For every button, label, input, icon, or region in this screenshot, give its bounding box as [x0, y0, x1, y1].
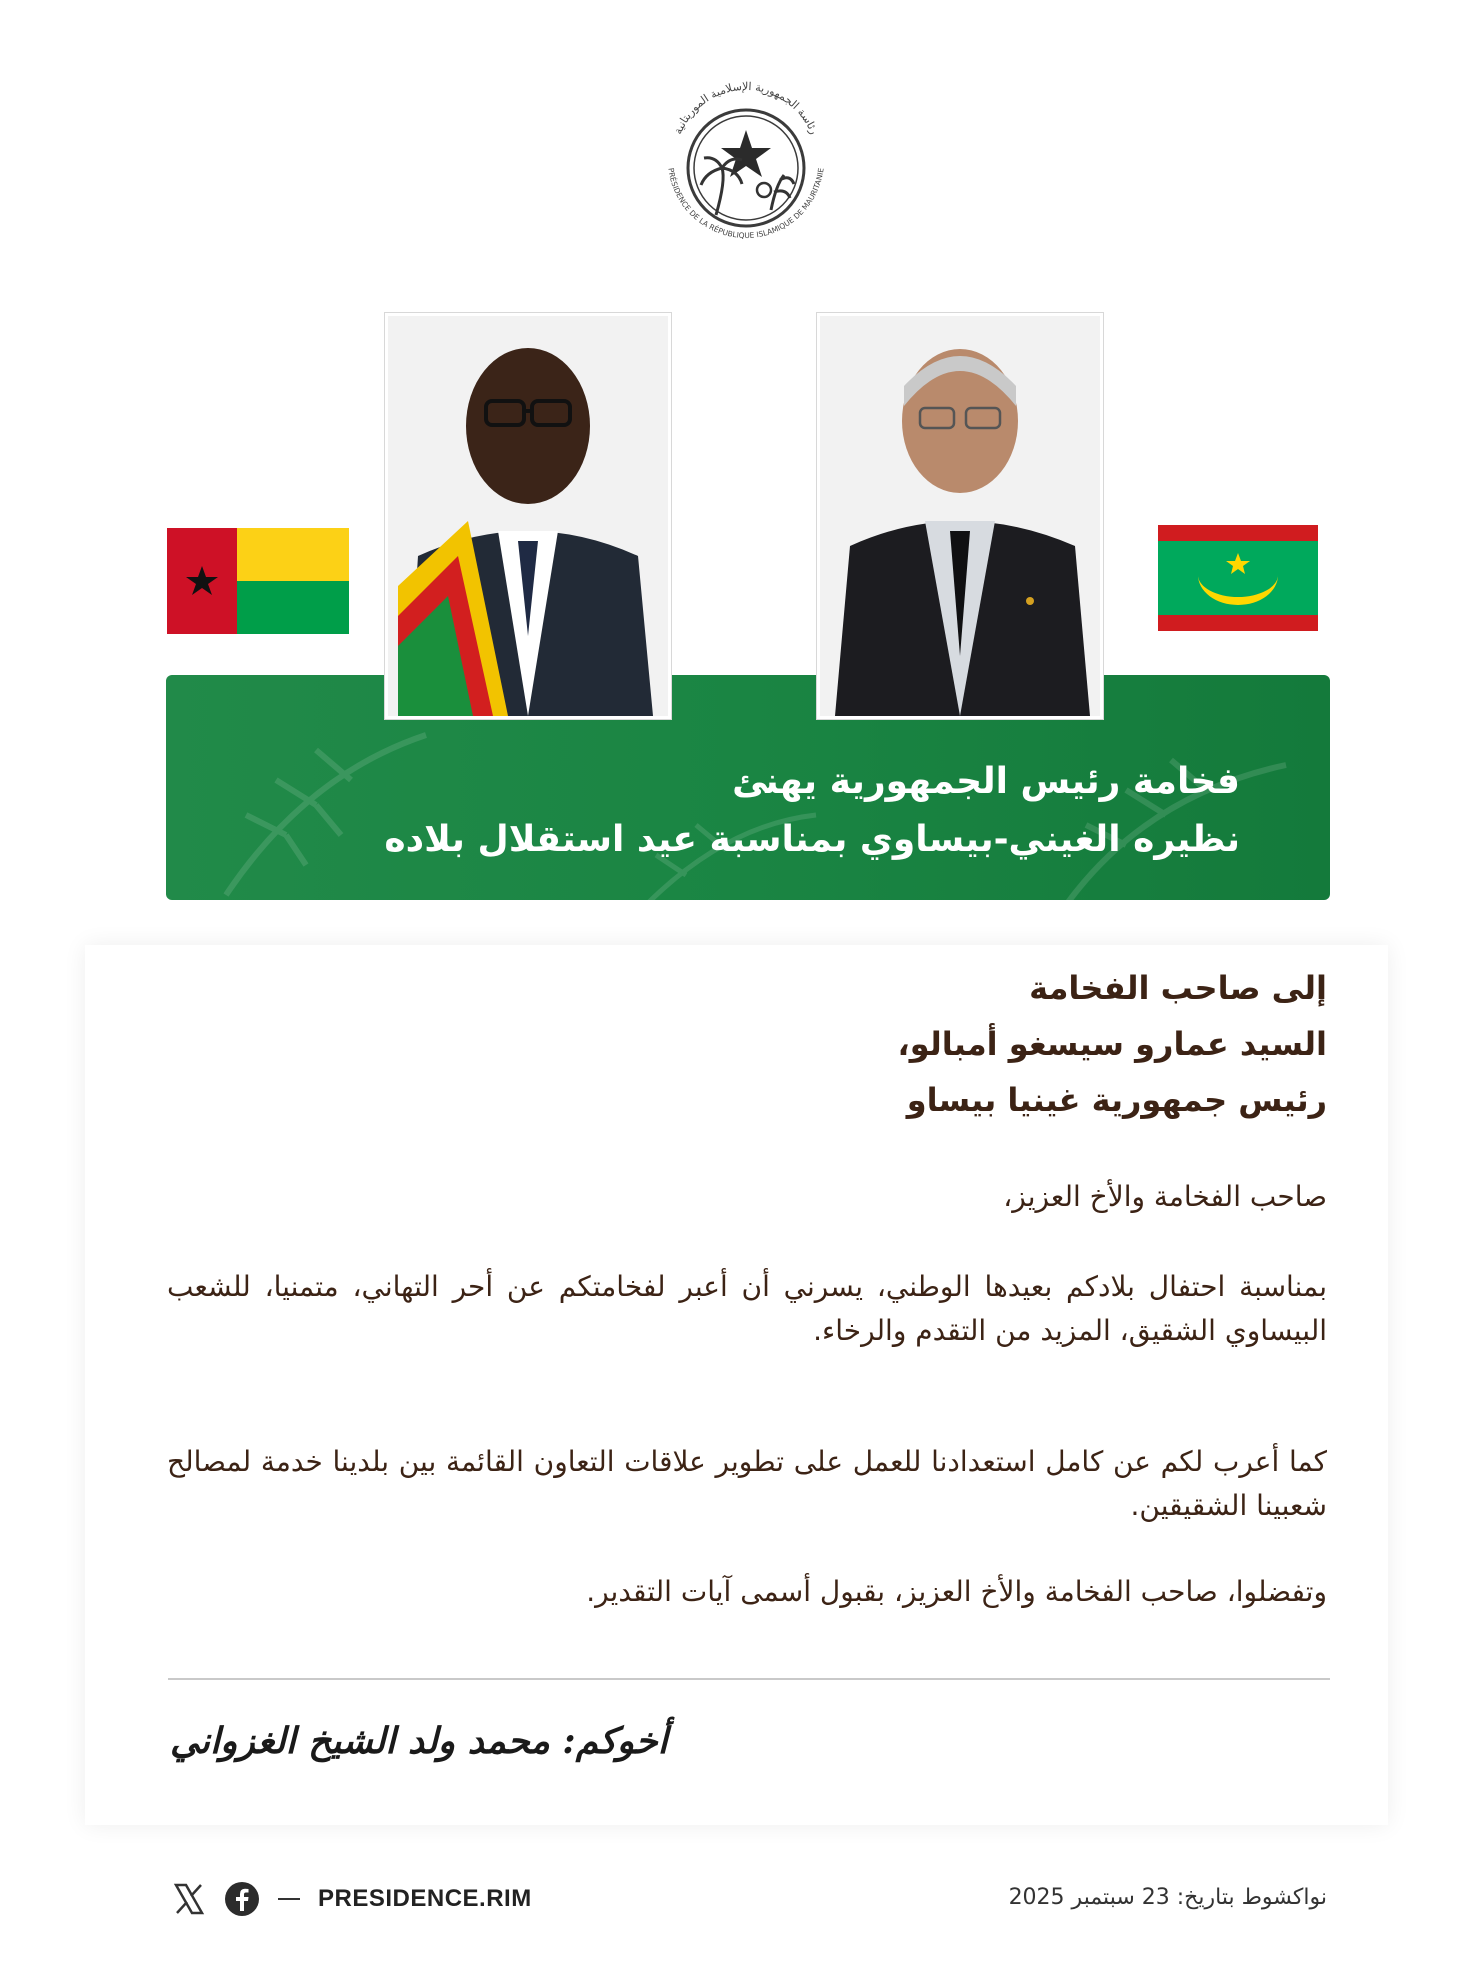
social-footer [172, 1876, 532, 1922]
letter-salutation: صاحب الفخامة والأخ العزيز، [1003, 1180, 1327, 1213]
title-banner [166, 675, 1330, 900]
portrait-mauritania-president [817, 313, 1103, 719]
guinea-bissau-flag [167, 528, 349, 634]
address-line: رئيس جمهورية غينيا بيساو [906, 1081, 1327, 1119]
banner-title [240, 753, 1240, 869]
mauritania-flag [1158, 525, 1318, 631]
banner-title-line1: فخامة رئيس الجمهورية يهنئ [732, 761, 1240, 802]
social-handle[interactable]: PRESIDENCE.RIM [318, 1885, 532, 1912]
banner-title-line2: نظيره الغيني-بيساوي بمناسبة عيد استقلال بلاده [384, 819, 1240, 860]
svg-text:PRÉSIDENCE DE LA RÉPUBLIQUE IS: PRÉSIDENCE DE LA RÉPUBLIQUE ISLAMIQUE DE MAURITANIE [666, 167, 826, 241]
signature-divider [168, 1678, 1330, 1680]
x-icon[interactable] [172, 1882, 206, 1916]
letter-paragraph-3: وتفضلوا، صاحب الفخامة والأخ العزيز، بقبول أسمى آيات التقدير. [586, 1575, 1327, 1608]
letter-address [427, 960, 1327, 1128]
address-line: السيد عمارو سيسغو أمبالو، [897, 1025, 1327, 1063]
letter-paragraph-1: بمناسبة احتفال بلادكم بعيدها الوطني، يسرني أن أعبر لفخامتكم عن أحر التهاني، متمنيا، للشعب البيساوي الشقيق، المزيد من التقدم والرخاء. [167, 1270, 1327, 1347]
letter-date: نواكشوط بتاريخ: 23 سبتمبر 2025 [1008, 1885, 1327, 1910]
presidency-seal-logo [646, 60, 846, 260]
portrait-guinea-bissau-president [385, 313, 671, 719]
svg-text:رئاسة الجمهورية الإسلامية المو: رئاسة الجمهورية الإسلامية الموريتانية [671, 79, 821, 137]
address-line: إلى صاحب الفخامة [1029, 969, 1327, 1007]
facebook-icon[interactable] [224, 1881, 260, 1917]
footer-separator [278, 1898, 300, 1900]
letter-paragraph-2: كما أعرب لكم عن كامل استعدادنا للعمل على تطوير علاقات التعاون القائمة بين بلدينا خدمة لمصالح شعبينا الشقيقين. [167, 1445, 1327, 1522]
letter-signature: أخوكم: محمد ولد الشيخ الغزواني [170, 1720, 668, 1762]
